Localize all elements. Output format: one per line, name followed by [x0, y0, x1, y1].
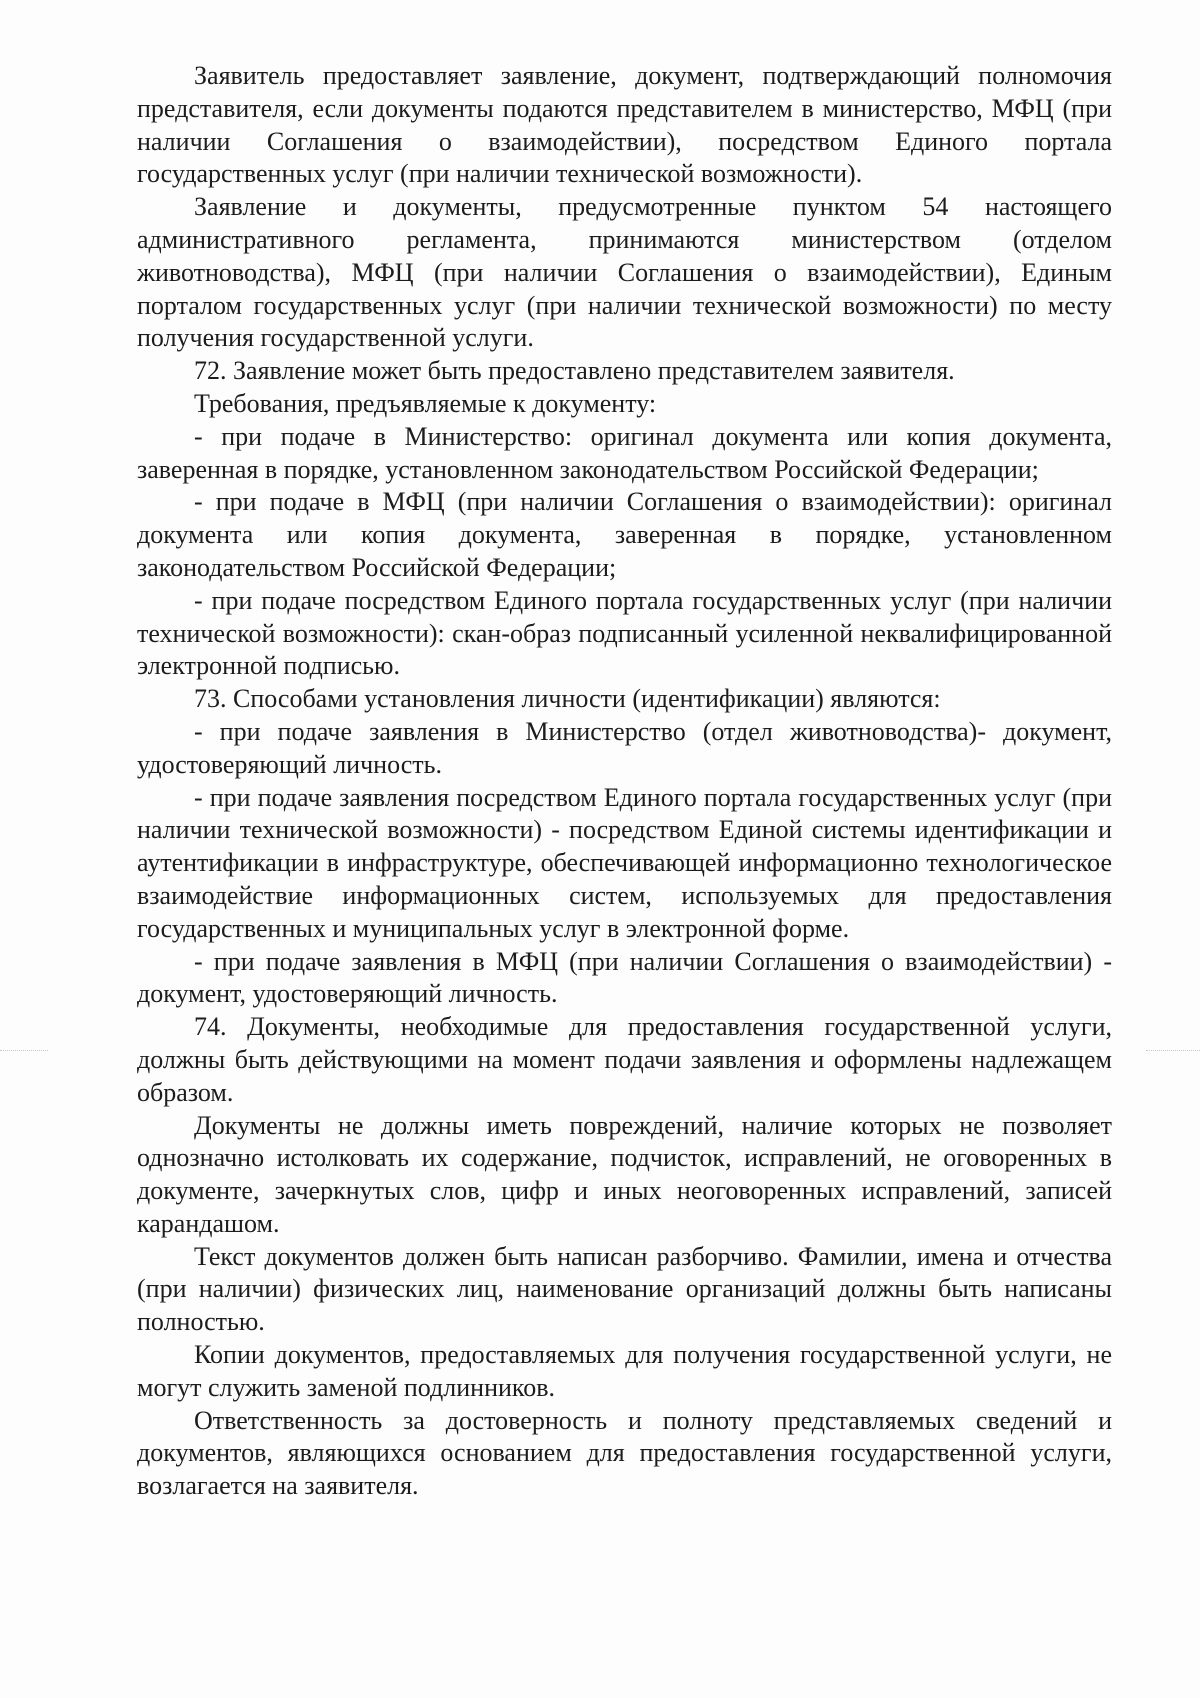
- paragraph-responsibility: Ответственность за достоверность и полноту представляемых сведений и документов, являющихся основанием для предоставления государственной услуги, возлагается на заявителя.: [137, 1405, 1112, 1501]
- scan-artifact-left: [0, 1050, 48, 1051]
- list-item-mfc-identification: - при подаче заявления в МФЦ (при наличии Соглашения о взаимодействии) - документ, удостоверяющий личность.: [137, 946, 1112, 1009]
- paragraph-copies: Копии документов, предоставляемых для получения государственной услуги, не могут служить заменой подлинников.: [137, 1340, 1112, 1402]
- paragraph-item-74: 74. Документы, необходимые для предоставления государственной услуги, должны быть действующими на момент подачи заявления и оформлены надлежащем образом.: [137, 1012, 1112, 1107]
- paragraph-application-acceptance: Заявление и документы, предусмотренные пунктом 54 настоящего административного регламента, принимаются министерством (отделом животноводства), МФЦ (при наличии Соглашения о взаимодействии), Единым порталом государственных услуг (при наличии технической возможности) по месту получения государственной услуги.: [137, 192, 1112, 353]
- paragraph-document-requirements: Требования, предъявляемые к документу:: [194, 388, 657, 418]
- list-item-mfc-submission: - при подаче в МФЦ (при наличии Соглашения о взаимодействии): оригинал документа или копия документа, заверенная в порядке, установленном законодательством Российской Федерации;: [137, 487, 1112, 582]
- list-item-portal-submission: - при подаче посредством Единого портала государственных услуг (при наличии технической возможности): скан-образ подписанный усиленной неквалифицированной электронной подписью.: [137, 585, 1112, 681]
- list-item-portal-identification: - при подаче заявления посредством Единого портала государственных услуг (при наличии технической возможности) - посредством Единой системы идентификации и аутентификации в инфраструктуре, обеспечивающей информационно технологическое взаимодействие информационных систем, используемых для предоставления государственных и муниципальных услуг в электронной форме.: [137, 782, 1112, 943]
- document-body: [137, 60, 1112, 1503]
- list-item-ministry-submission: - при подаче в Министерство: оригинал документа или копия документа, заверенная в порядке, установленном законодательством Российской Федерации;: [137, 421, 1112, 484]
- paragraph-item-73: 73. Способами установления личности (идентификации) являются:: [194, 684, 941, 714]
- paragraph-item-72: 72. Заявление может быть предоставлено представителем заявителя.: [194, 356, 955, 386]
- paragraph-no-damage: Документы не должны иметь повреждений, наличие которых не позволяет однозначно истолковать их содержание, подчисток, исправлений, не оговоренных в документе, зачеркнутых слов, цифр и иных неоговоренных исправлений, записей карандашом.: [137, 1110, 1112, 1238]
- scan-artifact-right: [1146, 1050, 1200, 1051]
- paragraph-legibility: Текст документов должен быть написан разборчиво. Фамилии, имена и отчества (при наличии) физических лиц, наименование организаций должны быть написаны полностью.: [137, 1241, 1112, 1337]
- paragraph-applicant-submission: Заявитель предоставляет заявление, документ, подтверждающий полномочия представителя, если документы подаются представителем в министерство, МФЦ (при наличии Соглашения о взаимодействии), посредством Единого портала государственных услуг (при наличии технической возможности).: [137, 61, 1112, 189]
- list-item-ministry-identification: - при подаче заявления в Министерство (отдел животноводства)- документ, удостоверяющий личность.: [137, 716, 1112, 779]
